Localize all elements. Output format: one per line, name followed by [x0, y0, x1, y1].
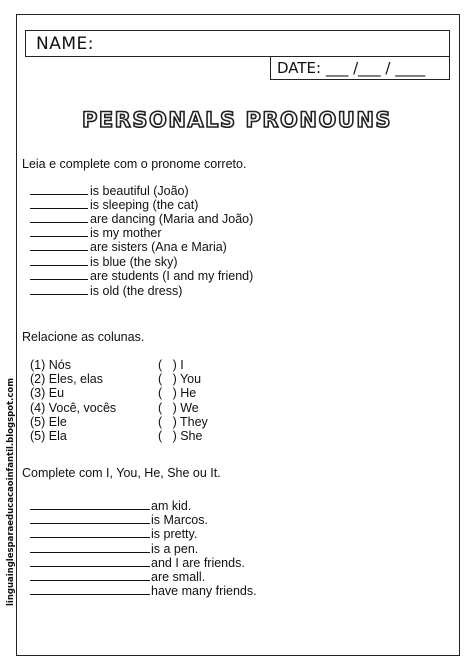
- section3-item[interactable]: [30, 498, 191, 513]
- answer-blank[interactable]: [30, 498, 150, 510]
- section2-instruction: Relacione as colunas.: [22, 330, 145, 344]
- page-title: PERSONALS PRONOUNS: [81, 108, 393, 132]
- name-field[interactable]: [25, 30, 450, 57]
- section1-item[interactable]: [30, 197, 198, 212]
- match-right-item[interactable]: ( ) They: [158, 415, 208, 429]
- answer-blank[interactable]: [30, 254, 88, 266]
- answer-blank[interactable]: [30, 526, 150, 538]
- match-left-item: (5) Ela: [30, 429, 67, 443]
- section1-item-text: is my mother: [90, 226, 162, 240]
- date-label: DATE: ___ /___ / ____: [277, 59, 426, 77]
- answer-blank[interactable]: [30, 541, 150, 553]
- answer-blank[interactable]: [30, 197, 88, 209]
- match-right-item[interactable]: ( ) She: [158, 429, 203, 443]
- section3-item[interactable]: [30, 526, 197, 541]
- section3-item-text: am kid.: [151, 499, 192, 513]
- section3-item-text: is a pen.: [151, 542, 199, 556]
- section1-item-text: is old (the dress): [90, 284, 183, 298]
- section1-item[interactable]: [30, 211, 253, 226]
- match-left-item: (5) Ele: [30, 415, 67, 429]
- match-left-item: (2) Eles, elas: [30, 372, 103, 386]
- section1-instruction: Leia e complete com o pronome correto.: [22, 157, 247, 171]
- match-left-item: (1) Nós: [30, 358, 71, 372]
- section1-item-text: are dancing (Maria and João): [90, 212, 254, 226]
- match-right-item[interactable]: ( ) I: [158, 358, 184, 372]
- match-right-item[interactable]: ( ) We: [158, 401, 199, 415]
- section1-item-text: is blue (the sky): [90, 255, 178, 269]
- blog-url-watermark: linguainglesparaeducacaoinfantil.blogspot.com: [6, 377, 16, 606]
- section3-item-text: is Marcos.: [151, 513, 208, 527]
- section3-item[interactable]: [30, 541, 198, 556]
- section3-item[interactable]: [30, 569, 205, 584]
- name-label: NAME:: [36, 34, 94, 54]
- answer-blank[interactable]: [30, 239, 88, 251]
- date-field[interactable]: [270, 57, 450, 80]
- section1-item[interactable]: [30, 183, 189, 198]
- answer-blank[interactable]: [30, 569, 150, 581]
- section1-item[interactable]: [30, 239, 227, 254]
- match-left-item: (4) Você, vocês: [30, 401, 117, 415]
- section3-item[interactable]: [30, 583, 257, 598]
- section1-item-text: is sleeping (the cat): [90, 198, 199, 212]
- answer-blank[interactable]: [30, 555, 150, 567]
- answer-blank[interactable]: [30, 268, 88, 280]
- section1-item[interactable]: [30, 283, 182, 298]
- section3-item[interactable]: [30, 512, 208, 527]
- section3-item-text: and I are friends.: [151, 556, 245, 570]
- section3-item[interactable]: [30, 555, 245, 570]
- section1-item[interactable]: [30, 225, 162, 240]
- section1-item-text: are sisters (Ana e Maria): [90, 240, 227, 254]
- answer-blank[interactable]: [30, 283, 88, 295]
- answer-blank[interactable]: [30, 225, 88, 237]
- section1-item-text: is beautiful (João): [90, 184, 189, 198]
- section1-item-text: are students (I and my friend): [90, 269, 254, 283]
- match-left-item: (3) Eu: [30, 386, 65, 400]
- match-right-item[interactable]: ( ) You: [158, 372, 202, 386]
- section3-item-text: is pretty.: [151, 527, 198, 541]
- answer-blank[interactable]: [30, 183, 88, 195]
- section3-item-text: have many friends.: [151, 584, 257, 598]
- answer-blank[interactable]: [30, 211, 88, 223]
- section1-item[interactable]: [30, 268, 253, 283]
- section3-item-text: are small.: [151, 570, 206, 584]
- section3-instruction: Complete com I, You, He, She ou It.: [22, 466, 221, 480]
- section1-item[interactable]: [30, 254, 178, 269]
- match-right-item[interactable]: ( ) He: [158, 386, 197, 400]
- answer-blank[interactable]: [30, 512, 150, 524]
- answer-blank[interactable]: [30, 583, 150, 595]
